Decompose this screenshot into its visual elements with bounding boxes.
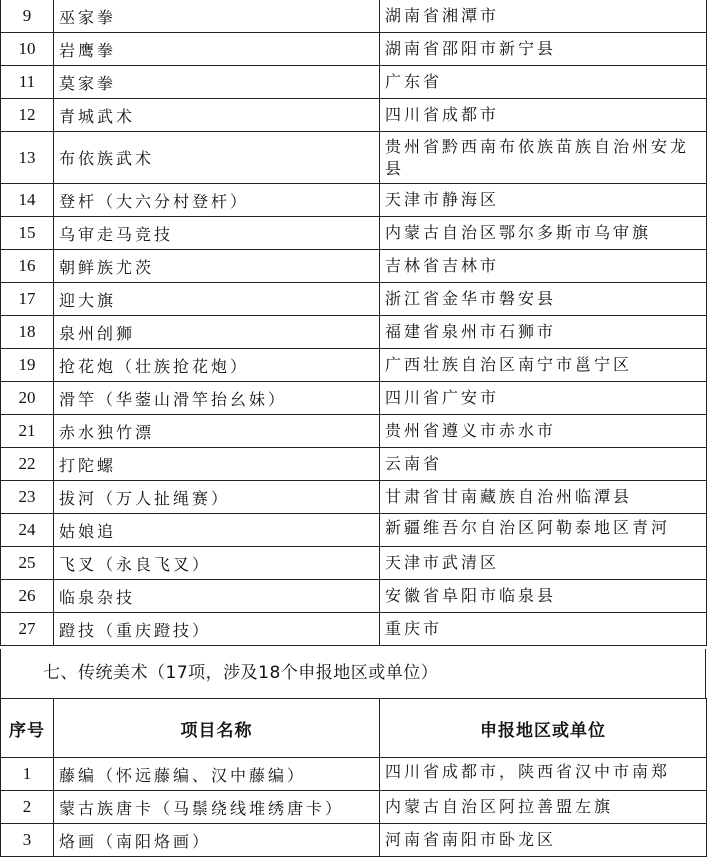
project-name: 烙画（南阳烙画）	[54, 824, 380, 857]
project-name: 乌审走马竞技	[54, 217, 380, 250]
row-number: 26	[1, 580, 54, 613]
row-number: 21	[1, 415, 54, 448]
region: 贵州省遵义市赤水市	[380, 415, 707, 448]
region: 河南省南阳市卧龙区	[380, 824, 707, 857]
region: 天津市静海区	[380, 184, 707, 217]
table-row	[1, 448, 707, 481]
row-number: 24	[1, 514, 54, 547]
row-number: 14	[1, 184, 54, 217]
project-name: 姑娘追	[54, 514, 380, 547]
region: 内蒙古自治区鄂尔多斯市乌审旗	[380, 217, 707, 250]
region: 甘肃省甘南藏族自治州临潭县	[380, 481, 707, 514]
table-row	[1, 547, 707, 580]
row-number: 19	[1, 349, 54, 382]
row-number: 11	[1, 66, 54, 99]
table-row	[1, 758, 707, 791]
row-number: 20	[1, 382, 54, 415]
project-name: 岩鹰拳	[54, 33, 380, 66]
table-row	[1, 382, 707, 415]
region: 广西壮族自治区南宁市邕宁区	[380, 349, 707, 382]
table-row	[1, 0, 707, 33]
project-name: 登杆（大六分村登杆）	[54, 184, 380, 217]
project-name: 藤编（怀远藤编、汉中藤编）	[54, 758, 380, 791]
region: 湖南省邵阳市新宁县	[380, 33, 707, 66]
region	[380, 514, 707, 547]
section-heading: 七、传统美术（17项，涉及18个申报地区或单位）	[0, 649, 706, 698]
row-number: 1	[1, 758, 54, 791]
region: 福建省泉州市石狮市	[380, 316, 707, 349]
row-number: 27	[1, 613, 54, 646]
project-name: 滑竿（华蓥山滑竿抬幺妹）	[54, 382, 380, 415]
row-number: 3	[1, 824, 54, 857]
project-name: 临泉杂技	[54, 580, 380, 613]
table-row	[1, 415, 707, 448]
region: 安徽省阜阳市临泉县	[380, 580, 707, 613]
row-number: 12	[1, 99, 54, 132]
row-number: 25	[1, 547, 54, 580]
column-header-name: 项目名称	[54, 699, 380, 758]
row-number: 10	[1, 33, 54, 66]
project-name: 巫家拳	[54, 0, 380, 33]
row-number: 15	[1, 217, 54, 250]
region: 吉林省吉林市	[380, 250, 707, 283]
row-number: 2	[1, 791, 54, 824]
region: 重庆市	[380, 613, 707, 646]
table-row	[1, 349, 707, 382]
region: 广东省	[380, 66, 707, 99]
region: 内蒙古自治区阿拉善盟左旗	[380, 791, 707, 824]
project-name: 迎大旗	[54, 283, 380, 316]
row-number: 18	[1, 316, 54, 349]
project-name: 赤水独竹漂	[54, 415, 380, 448]
table-row	[1, 613, 707, 646]
table-row	[1, 184, 707, 217]
region: 四川省成都市	[380, 99, 707, 132]
project-name: 青城武术	[54, 99, 380, 132]
project-name: 打陀螺	[54, 448, 380, 481]
project-name: 飞叉（永良飞叉）	[54, 547, 380, 580]
project-name: 朝鲜族尤茨	[54, 250, 380, 283]
region: 天津市武清区	[380, 547, 707, 580]
table-row	[1, 283, 707, 316]
table-row	[1, 514, 707, 547]
table-row	[1, 580, 707, 613]
region: 湖南省湘潭市	[380, 0, 707, 33]
table-row	[1, 99, 707, 132]
region: 云南省	[380, 448, 707, 481]
heritage-table-art	[0, 698, 707, 857]
region: 四川省广安市	[380, 382, 707, 415]
row-number: 23	[1, 481, 54, 514]
region: 浙江省金华市磐安县	[380, 283, 707, 316]
project-name: 蒙古族唐卡（马鬃绕线堆绣唐卡）	[54, 791, 380, 824]
table-row	[1, 132, 707, 184]
project-name: 布依族武术	[54, 132, 380, 184]
row-number: 16	[1, 250, 54, 283]
column-header-number: 序号	[1, 699, 54, 758]
table-row	[1, 33, 707, 66]
table-row	[1, 316, 707, 349]
table-row	[1, 66, 707, 99]
project-name: 蹬技（重庆蹬技）	[54, 613, 380, 646]
table-header-row	[1, 699, 707, 758]
region: 贵州省黔西南布依族苗族自治州安龙县	[380, 132, 707, 184]
table-row	[1, 791, 707, 824]
column-header-region: 申报地区或单位	[380, 699, 707, 758]
project-name: 抢花炮（壮族抢花炮）	[54, 349, 380, 382]
row-number: 9	[1, 0, 54, 33]
project-name: 泉州刣狮	[54, 316, 380, 349]
row-number: 22	[1, 448, 54, 481]
row-number: 17	[1, 283, 54, 316]
project-name: 拔河（万人扯绳赛）	[54, 481, 380, 514]
table-row	[1, 481, 707, 514]
region-text: 四川省成都市，陕西省汉中市南郑	[385, 762, 671, 781]
region	[380, 758, 707, 791]
table-row	[1, 250, 707, 283]
region-text: 新疆维吾尔自治区阿勒泰地区青河	[385, 518, 671, 537]
row-number: 13	[1, 132, 54, 184]
table-row	[1, 217, 707, 250]
project-name: 莫家拳	[54, 66, 380, 99]
